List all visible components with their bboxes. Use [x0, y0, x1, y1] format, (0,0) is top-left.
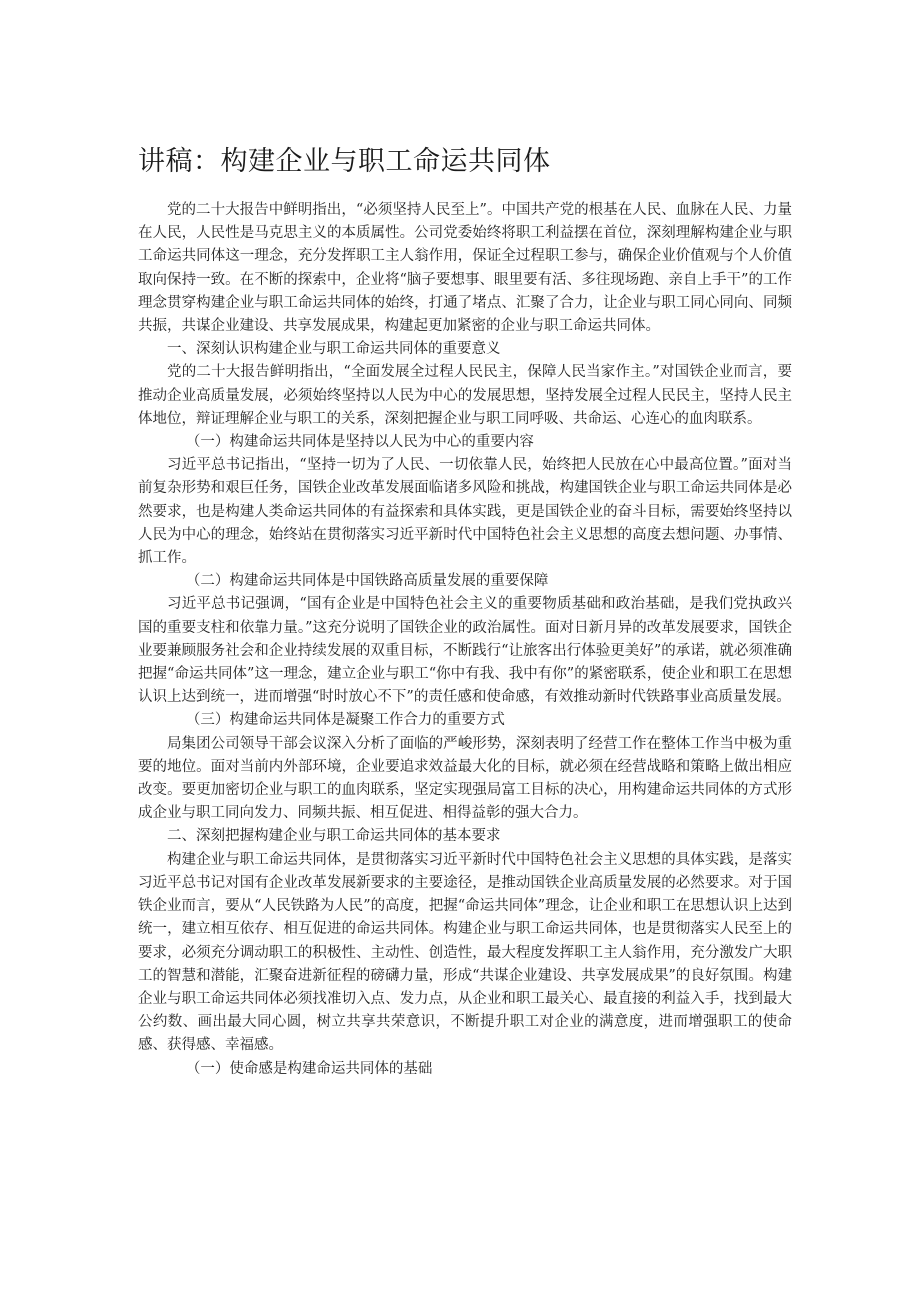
section-1-sub-1-paragraph: 习近平总书记指出，“坚持一切为了人民、一切依靠人民，始终把人民放在心中最高位置。”面对当前复杂形势和艰巨任务，国铁企业改革发展面临诸多风险和挑战，构建国铁企业与职工命运共同体是必然要求，也是构建人类命运共同体的有益探索和具体实践，更是国铁企业的奋斗目标，需要始终坚持以人民为中心的理念，始终站在贯彻落实习近平新时代中国特色社会主义思想的高度去想问题、办事情、抓工作。 — [138, 457, 792, 567]
section-1-sub-3-heading: （三）构建命运共同体是凝聚工作合力的重要方式 — [185, 712, 505, 729]
section-1-sub-3-paragraph: 局集团公司领导干部会议深入分析了面临的严峻形势，深刻表明了经营工作在整体工作当中极为重要的地位。面对当前内外部环境，企业要追求效益最大化的目标，就必须在经营战略和策略上做出相应改变。要更加密切企业与职工的血肉联系，坚定实现强局富工目标的决心，用构建命运共同体的方式形成企业与职工同向发力、同频共振、相互促进、相得益彰的强大合力。 — [138, 735, 792, 822]
section-1-paragraph: 党的二十大报告鲜明指出，“全面发展全过程人民民主，保障人民当家作主。”对国铁企业而言，要推动企业高质量发展，必须始终坚持以人民为中心的发展思想，坚持发展全过程人民民主，坚持人民主体地位，辩证理解企业与职工的关系，深刻把握企业与职工同呼吸、共命运、心连心的血肉联系。 — [138, 364, 792, 427]
document-title: 讲稿：构建企业与职工命运共同体 — [138, 146, 551, 177]
document-body — [138, 140, 792, 1081]
section-2-sub-1-heading: （一）使命感是构建命运共同体的基础 — [185, 1060, 433, 1077]
intro-paragraph: 党的二十大报告中鲜明指出，“必须坚持人民至上”。中国共产党的根基在人民、血脉在人民、力量在人民，人民性是马克思主义的本质属性。公司党委始终将职工利益摆在首位，深刻理解构建企业与职工命运共同体这一理念，充分发挥职工主人翁作用，保证全过程职工参与，确保企业价值观与个人价值取向保持一致。在不断的探索中，企业将“脑子要想事、眼里要有活、多往现场跑、亲自上手干”的工作理念贯穿构建企业与职工命运共同体的始终，打通了堵点、汇聚了合力，让企业与职工同心同向、同频共振，共谋企业建设、共享发展成果，构建起更加紧密的企业与职工命运共同体。 — [138, 202, 792, 335]
section-1-sub-1-heading: （一）构建命运共同体是坚持以人民为中心的重要内容 — [185, 434, 534, 451]
section-1-heading: 一、深刻认识构建企业与职工命运共同体的重要意义 — [167, 341, 501, 358]
section-2-heading: 二、深刻把握构建企业与职工命运共同体的基本要求 — [167, 828, 501, 845]
section-1-sub-2-heading: （二）构建命运共同体是中国铁路高质量发展的重要保障 — [185, 573, 549, 590]
section-2-paragraph: 构建企业与职工命运共同体，是贯彻落实习近平新时代中国特色社会主义思想的具体实践，是落实习近平总书记对国有企业改革发展新要求的主要途径，是推动国铁企业高质量发展的必然要求。对于国铁企业而言，要从“人民铁路为人民”的高度，把握“命运共同体”理念，让企业和职工在思想认识上达到统一，建立相互依存、相互促进的命运共同体。构建企业与职工命运共同体，也是贯彻落实人民至上的要求，必须充分调动职工的积极性、主动性、创造性，最大程度发挥职工主人翁作用，充分激发广大职工的智慧和潜能，汇聚奋进新征程的磅礴力量，形成“共谋企业建设、共享发展成果”的良好氛围。构建企业与职工命运共同体必须找准切入点、发力点，从企业和职工最关心、最直接的利益入手，找到最大公约数、画出最大同心圆，树立共享共荣意识，不断提升职工对企业的满意度，进而增强职工的使命感、获得感、幸福感。 — [138, 851, 792, 1054]
section-1-sub-2-paragraph: 习近平总书记强调，“国有企业是中国特色社会主义的重要物质基础和政治基础，是我们党执政兴国的重要支柱和依靠力量。”这充分说明了国铁企业的政治属性。面对日新月异的改革发展要求，国铁企业要兼顾服务社会和企业持续发展的双重目标，不断践行“让旅客出行体验更美好”的承诺，就必须准确把握“命运共同体”这一理念，建立企业与职工“你中有我、我中有你”的紧密联系，使企业和职工在思想认识上达到统一，进而增强“时时放心不下”的责任感和使命感，有效推动新时代铁路事业高质量发展。 — [138, 596, 792, 706]
